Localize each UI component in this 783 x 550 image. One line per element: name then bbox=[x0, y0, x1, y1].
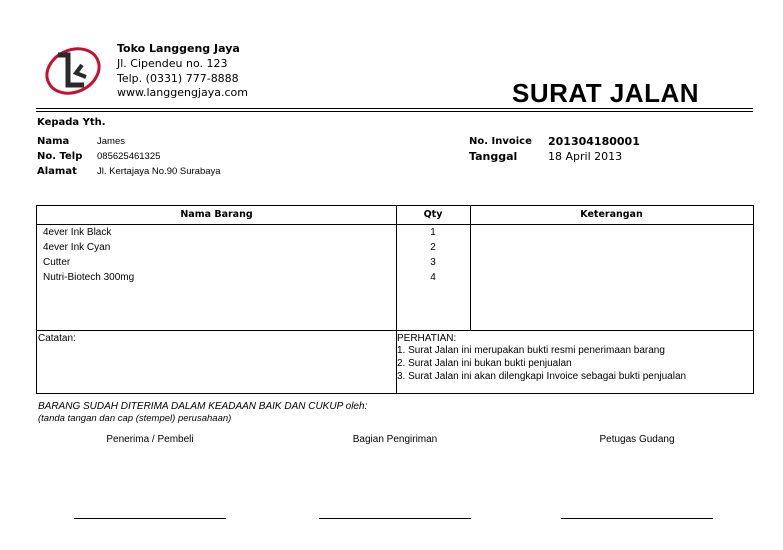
item-qty: 1 bbox=[430, 227, 436, 238]
item-name: 4ever Ink Cyan bbox=[43, 242, 111, 253]
company-logo bbox=[36, 41, 110, 99]
shop-phone: Telp. (0331) 777-8888 bbox=[117, 72, 239, 85]
notes-row-divider bbox=[37, 330, 753, 331]
attention-item: 2. Surat Jalan ini bukan bukti penjualan bbox=[397, 358, 572, 369]
attention-item: 1. Surat Jalan ini merupakan bukti resmi penerimaan barang bbox=[397, 345, 665, 356]
header-item-name: Nama Barang bbox=[180, 209, 253, 220]
item-name: Cutter bbox=[43, 257, 71, 268]
header-row-divider bbox=[37, 224, 753, 225]
recipient-phone: 085625461325 bbox=[97, 151, 161, 162]
signer-shipping: Bagian Pengiriman bbox=[352, 434, 438, 445]
shop-address: Jl. Cipendeu no. 123 bbox=[117, 57, 228, 70]
recipient-heading: Kepada Yth. bbox=[37, 117, 106, 128]
recipient-name: James bbox=[97, 136, 125, 147]
document-title: SURAT JALAN bbox=[512, 78, 700, 108]
signature-line bbox=[561, 518, 713, 519]
shop-website: www.langgengjaya.com bbox=[117, 86, 248, 99]
item-name: 4ever Ink Black bbox=[43, 227, 112, 238]
item-qty: 2 bbox=[430, 242, 436, 253]
name-label: Nama bbox=[37, 136, 70, 147]
item-qty: 4 bbox=[430, 272, 436, 283]
notes-label: Catatan: bbox=[38, 333, 76, 344]
item-name: Nutri-Biotech 300mg bbox=[43, 272, 135, 283]
date-label: Tanggal bbox=[469, 150, 518, 163]
items-table bbox=[36, 205, 754, 394]
header-qty: Qty bbox=[423, 209, 443, 220]
invoice-date: 18 April 2013 bbox=[548, 150, 623, 163]
phone-label: No. Telp bbox=[37, 151, 83, 162]
signer-receiver: Penerima / Pembeli bbox=[106, 434, 194, 445]
address-label: Alamat bbox=[37, 166, 77, 177]
header-notes: Keterangan bbox=[580, 209, 643, 220]
recipient-address: Jl. Kertajaya No.90 Surabaya bbox=[97, 166, 221, 177]
signature-line bbox=[319, 518, 471, 519]
signer-warehouse: Petugas Gudang bbox=[599, 434, 675, 445]
item-qty: 3 bbox=[430, 257, 436, 268]
logo-mark-icon bbox=[36, 41, 110, 99]
attention-item: 3. Surat Jalan ini akan dilengkapi Invoice sebagai bukti penjualan bbox=[397, 371, 687, 382]
header-divider bbox=[36, 108, 753, 109]
received-statement: BARANG SUDAH DITERIMA DALAM KEADAAN BAIK DAN CUKUP oleh: bbox=[38, 401, 368, 412]
header-divider-2 bbox=[36, 111, 753, 112]
shop-name: Toko Langgeng Jaya bbox=[117, 42, 240, 55]
signature-line bbox=[74, 518, 226, 519]
attention-title: PERHATIAN: bbox=[397, 333, 457, 344]
invoice-number: 201304180001 bbox=[548, 135, 640, 148]
invoice-no-label: No. Invoice bbox=[469, 136, 532, 147]
sign-note: (tanda tangan dan cap (stempel) perusahaan) bbox=[38, 413, 232, 424]
